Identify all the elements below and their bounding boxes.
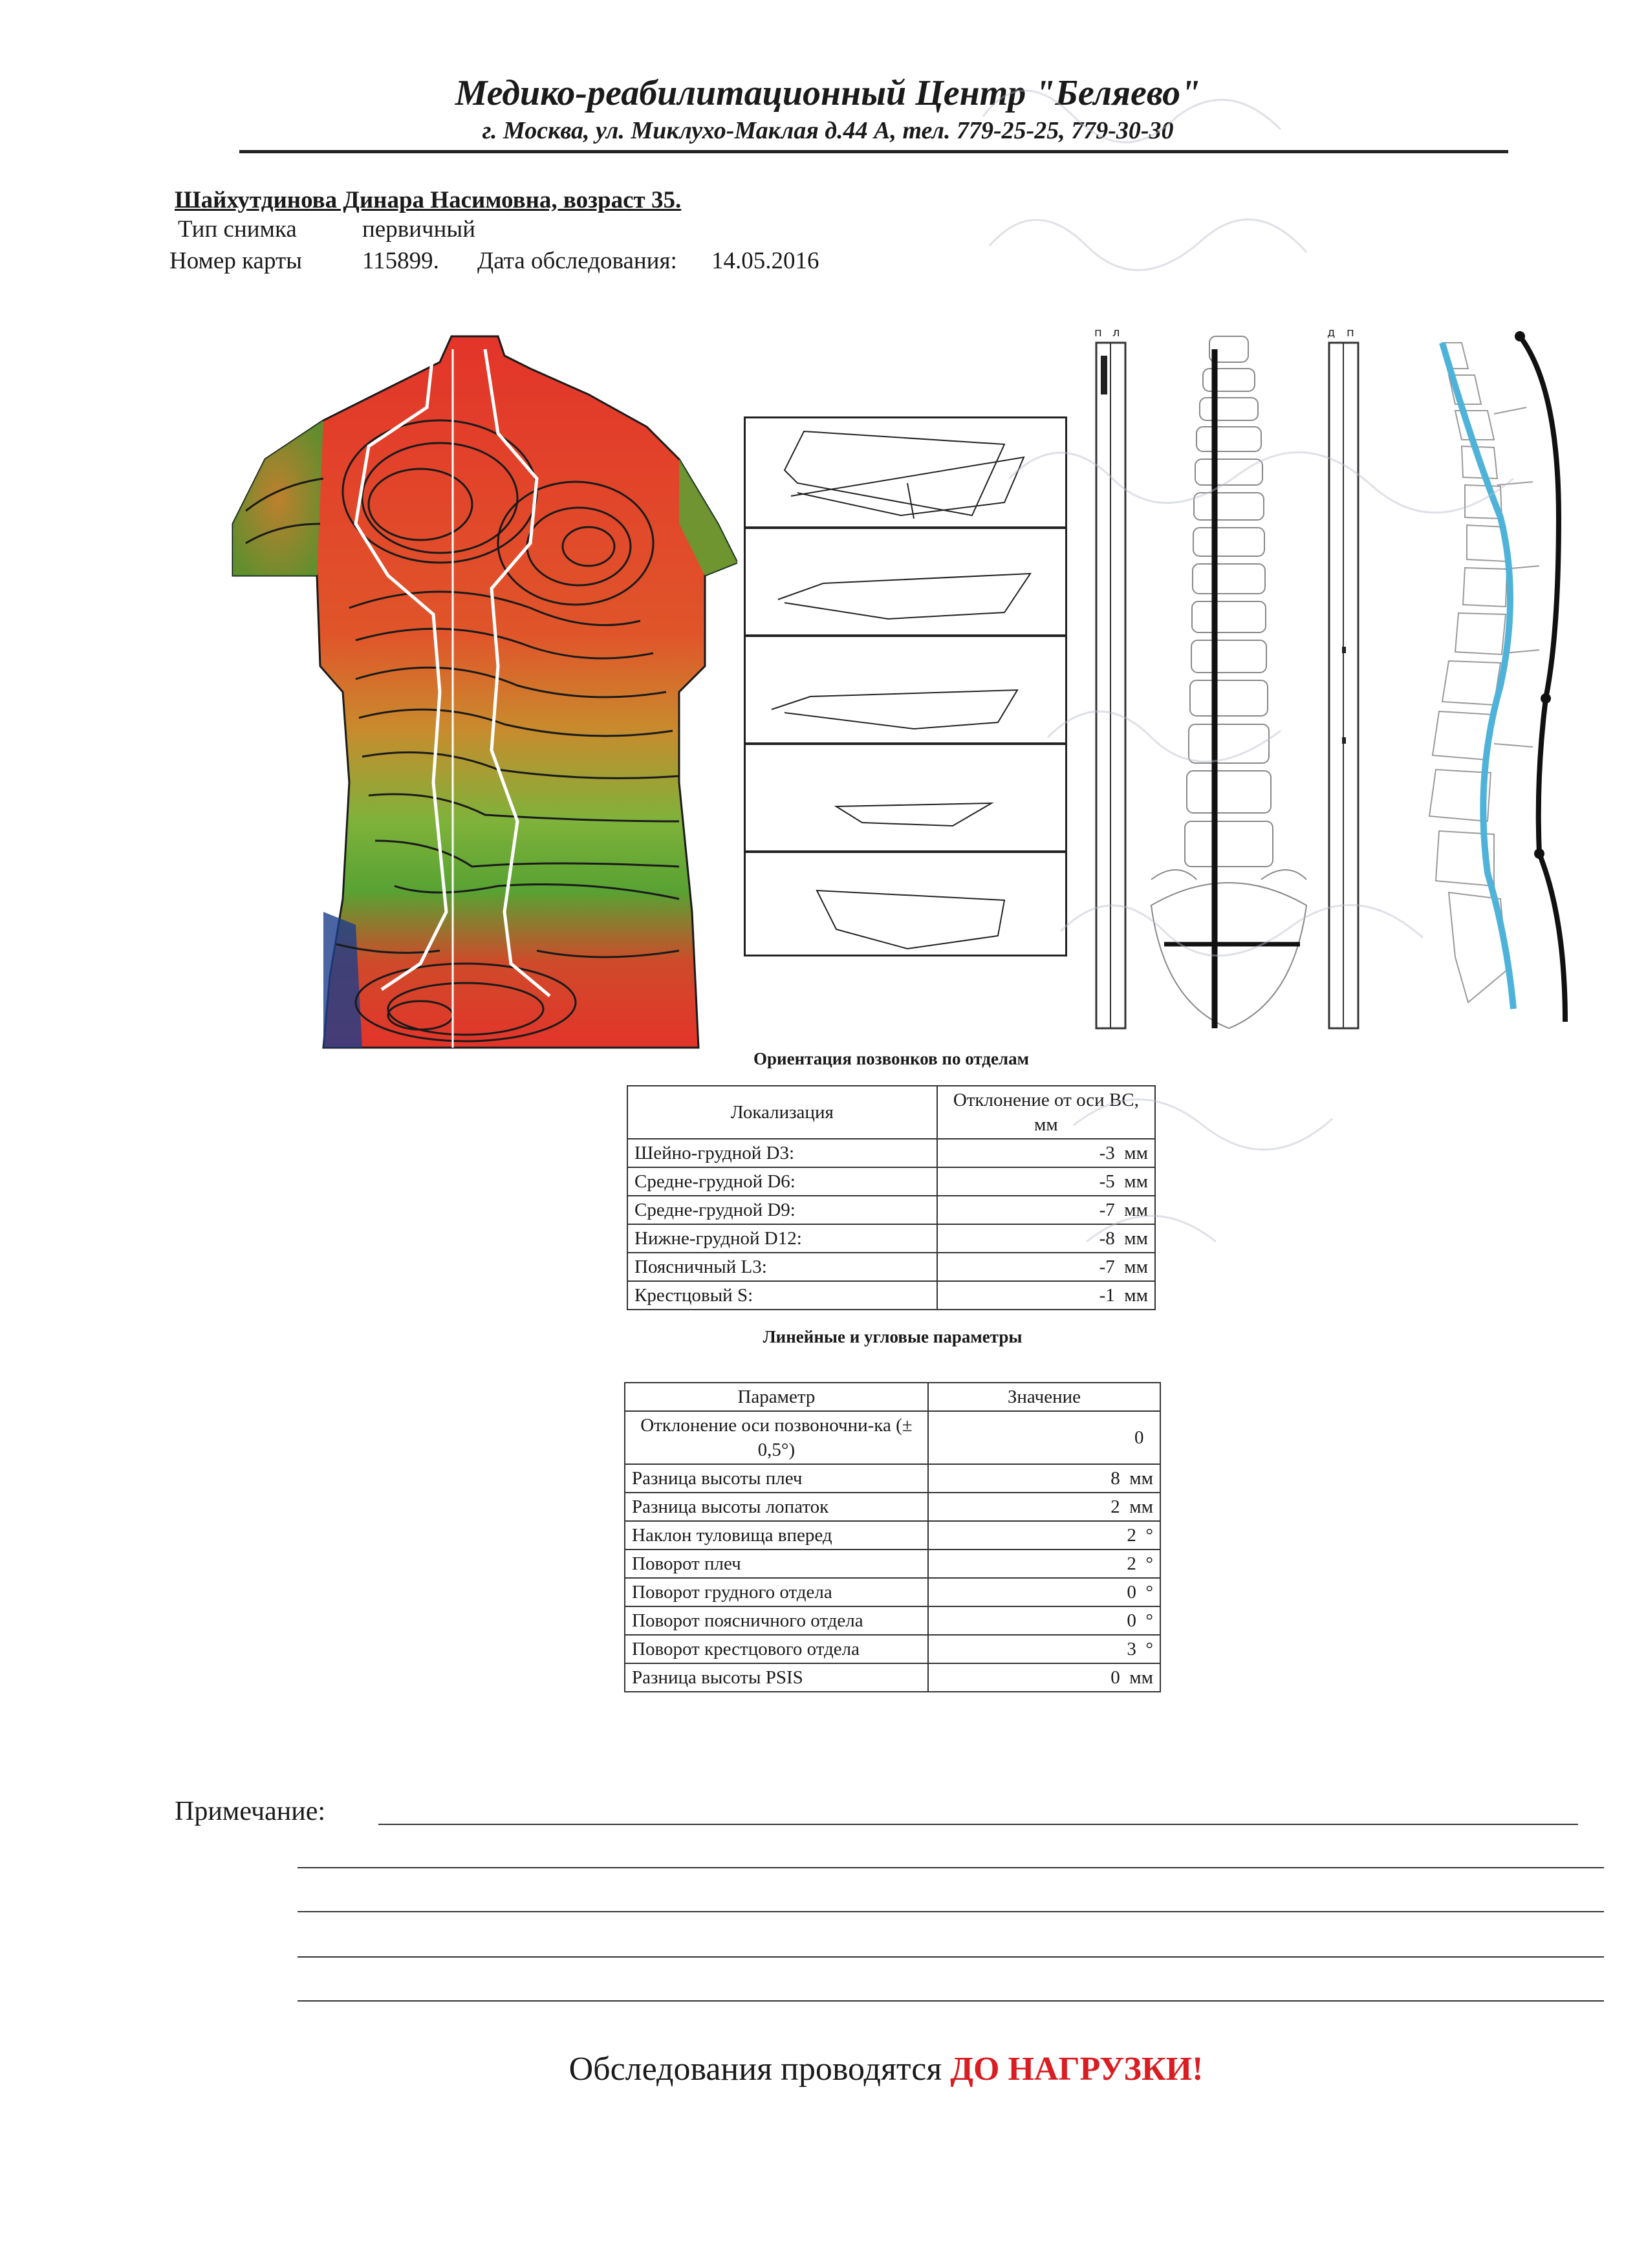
parameter-cell: Разница высоты лопаток	[625, 1493, 928, 1521]
deviation-cell: -5 мм	[937, 1167, 1155, 1196]
patient-name: Шайхутдинова Динара Насимовна, возраст 35.	[175, 187, 682, 213]
value-cell: 2 °	[928, 1521, 1160, 1550]
value-cell: 0 °	[928, 1606, 1160, 1635]
deviation-cell: -1 мм	[937, 1281, 1155, 1310]
footer-text: Обследования проводятся	[568, 2051, 942, 2088]
exam-date-value: 14.05.2016	[711, 248, 819, 274]
location-cell: Шейно-грудной D3:	[627, 1139, 937, 1167]
frontal-scale-label-right: п	[1094, 326, 1102, 340]
note-line[interactable]	[298, 1867, 1604, 1868]
deviation-cell: -7 мм	[937, 1253, 1155, 1281]
back-topography-map	[226, 330, 737, 1051]
card-number-value: 115899.	[362, 248, 439, 274]
parameter-cell: Поворот крестцового отдела	[625, 1635, 928, 1663]
deviation-cell: -8 мм	[937, 1224, 1155, 1253]
column-header-location: Локализация	[627, 1086, 937, 1139]
table-row	[625, 1663, 1160, 1692]
parameter-cell: Отклонение оси позвоночни-ка (± 0,5°)	[625, 1411, 928, 1464]
frontal-scale-label-left: л	[1112, 326, 1120, 340]
footer-notice	[388, 2050, 1384, 2088]
column-header-parameter: Параметр	[625, 1383, 928, 1411]
note-label: Примечание:	[175, 1797, 326, 1826]
location-cell: Поясничный L3:	[627, 1253, 937, 1281]
location-cell: Крестцовый S:	[627, 1281, 937, 1310]
lateral-scale-label-back: д	[1327, 326, 1336, 340]
handwriting-bleed-through	[970, 26, 1617, 1643]
note-line[interactable]	[298, 1956, 1604, 1958]
value-cell: 0	[928, 1411, 1160, 1464]
deviation-cell: -7 мм	[937, 1196, 1155, 1224]
value-cell: 0 °	[928, 1578, 1160, 1606]
parameter-cell: Поворот поясничного отдела	[625, 1606, 928, 1635]
center-address: г. Москва, ул. Миклухо-Маклая д.44 А, тел. 779-25-25, 779-30-30	[482, 117, 1174, 144]
scan-type-label: Тип снимка	[178, 216, 297, 243]
note-line[interactable]	[298, 1911, 1604, 1912]
location-cell: Средне-грудной D6:	[627, 1167, 937, 1196]
parameter-cell: Поворот плеч	[625, 1550, 928, 1578]
deviation-cell: -3 мм	[937, 1139, 1155, 1167]
exam-date-label: Дата обследования:	[477, 248, 677, 274]
value-cell: 0 мм	[928, 1663, 1160, 1692]
parameter-cell: Поворот грудного отдела	[625, 1578, 928, 1606]
value-cell: 2 °	[928, 1550, 1160, 1578]
orientation-title: Ориентация позвонков по отделам	[753, 1049, 1029, 1068]
card-number-label: Номер карты	[169, 248, 302, 274]
footer-warning: ДО НАГРУЗКИ!	[950, 2051, 1204, 2088]
lateral-scale-label-front: п	[1347, 326, 1354, 340]
value-cell: 3 °	[928, 1635, 1160, 1663]
scan-type-value: первичный	[362, 216, 476, 243]
parameters-title: Линейные и угловые параметры	[763, 1327, 1023, 1346]
value-cell: 8 мм	[928, 1464, 1160, 1493]
center-title: Медико-реабилитационный Центр "Беляево"	[455, 73, 1201, 113]
column-header-value: Значение	[928, 1383, 1160, 1411]
note-line[interactable]	[378, 1824, 1578, 1825]
parameter-cell: Разница высоты плеч	[625, 1464, 928, 1493]
value-cell: 2 мм	[928, 1493, 1160, 1521]
location-cell: Средне-грудной D9:	[627, 1196, 937, 1224]
parameter-cell: Разница высоты PSIS	[625, 1663, 928, 1692]
note-line[interactable]	[298, 2000, 1604, 2002]
parameter-cell: Наклон туловища вперед	[625, 1521, 928, 1550]
location-cell: Нижне-грудной D12:	[627, 1224, 937, 1253]
column-header-deviation: Отклонение от оси ВС, мм	[937, 1086, 1155, 1139]
